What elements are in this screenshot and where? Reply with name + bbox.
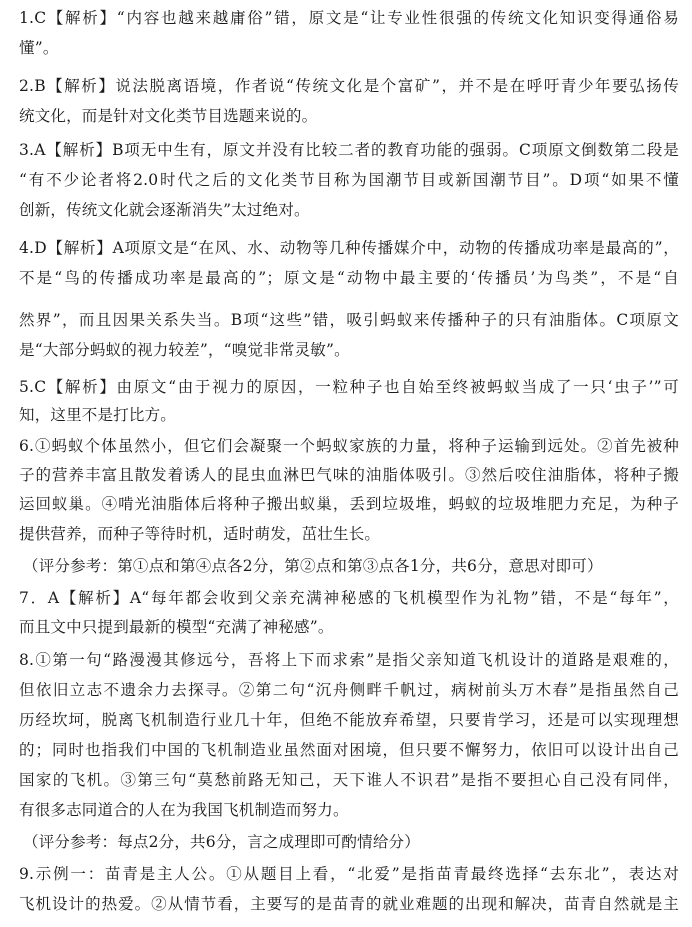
answer-7-line-2: 而且文中只提到最新的模型“充满了神秘感”。 xyxy=(19,618,334,636)
answer-6-line-3: 运回蚁巢。④啃光油脂体后将种子搬出蚁巢，丢到垃圾堆，蚂蚁的垃圾堆肥力充足，为种子 xyxy=(19,495,679,513)
answer-1-line-1: 1.C【解析】“内容也越来越庸俗”错，原文是“让专业性很强的传统文化知识变得通俗易 xyxy=(19,9,679,27)
answer-8-line-2: 但依旧立志不遗余力去探寻。②第二句“沉舟侧畔千帆过，病树前头万木春”是指虽然自己 xyxy=(19,681,679,699)
answer-2-line-2: 统文化，而是针对文化类节目选题来说的。 xyxy=(19,107,318,125)
answer-6-line-2: 子的营养丰富且散发着诱人的昆虫血淋巴气味的油脂体吸引。③然后咬住油脂体，将种子搬 xyxy=(19,466,679,484)
answer-5-line-1: 5.C【解析】由原文“由于视力的原因，一粒种子也自始至终被蚂蚁当成了一只‘虫子’”可 xyxy=(19,378,679,396)
answer-4-line-3: 然界”，而且因果关系失当。B项“这些”错，吸引蚂蚁来传播种子的只有油脂体。C项原文 xyxy=(19,311,679,329)
answer-8-line-4: 的；同时也指我们中国的飞机制造业虽然面对困境，但只要不懈努力，依旧可以设计出自己 xyxy=(19,741,679,759)
answer-3-line-3: 创新，传统文化就会逐渐消失”太过绝对。 xyxy=(19,201,310,219)
answer-8-line-3: 历经坎坷，脱离飞机制造行业几十年，但绝不能放弃希望，只要肯学习，还是可以实现理想 xyxy=(19,711,679,729)
answer-7-line-1: 7．A【解析】A“每年都会收到父亲充满神秘感的飞机模型作为礼物”错，不是“每年”， xyxy=(19,589,679,607)
answer-6-line-4: 提供营养，而种子等待时机，适时萌发，茁壮生长。 xyxy=(19,525,381,543)
answer-9-line-1: 9.示例一：苗青是主人公。①从题目上看，“北爱”是指苗青最终选择“去东北”，表达对 xyxy=(19,865,679,883)
answer-8-line-5: 国家的飞机。③第三句“莫愁前路无知己，天下谁人不识君”是指不要担心自己没有同伴， xyxy=(19,771,679,789)
answer-5-line-2: 知，这里不是打比方。 xyxy=(19,406,177,424)
answer-6-line-1: 6.①蚂蚁个体虽然小，但它们会凝聚一个蚂蚁家族的力量，将种子运输到远处。②首先被种 xyxy=(19,437,679,455)
answer-4-line-4: 是“大部分蚂蚁的视力较差”，“嗅觉非常灵敏”。 xyxy=(19,341,350,359)
answer-4-line-2: 不是“鸟的传播成功率是最高的”；原文是“动物中最主要的‘传播员’为鸟类”，不是“自 xyxy=(19,269,679,287)
answer-8-line-6: 有很多志同道合的人在为我国飞机制造而努力。 xyxy=(19,801,349,819)
answer-4-line-1: 4.D【解析】A项原文是“在风、水、动物等几种传播媒介中，动物的传播成功率是最高的”， xyxy=(19,239,679,257)
answer-1-line-2: 懂”。 xyxy=(19,39,59,57)
answer-3-line-1: 3.A【解析】B项无中生有，原文并没有比较二者的教育功能的强弱。C项原文倒数第二段是 xyxy=(19,141,679,159)
answer-9-line-2: 飞机设计的热爱。②从情节看，主要写的是苗青的就业难题的出现和解决，苗青自然就是主 xyxy=(19,895,679,913)
answer-6-scoring-note: （评分参考：第①点和第④点各2分，第②点和第③点各1分，共6分，意思对即可） xyxy=(23,557,603,575)
answer-2-line-1: 2.B【解析】说法脱离语境，作者说“传统文化是个富矿”，并不是在呼吁青少年要弘扬传 xyxy=(19,77,679,95)
answer-8-line-1: 8.①第一句“路漫漫其修远兮，吾将上下而求索”是指父亲知道飞机设计的道路是艰难的， xyxy=(19,651,679,669)
answer-8-scoring-note: （评分参考：每点2分，共6分，言之成理即可酌情给分） xyxy=(23,833,420,851)
answer-3-line-2: “有不少论者将2.0时代之后的文化类节目称为国潮节目或新国潮节目”。D项“如果不懂 xyxy=(19,171,679,189)
